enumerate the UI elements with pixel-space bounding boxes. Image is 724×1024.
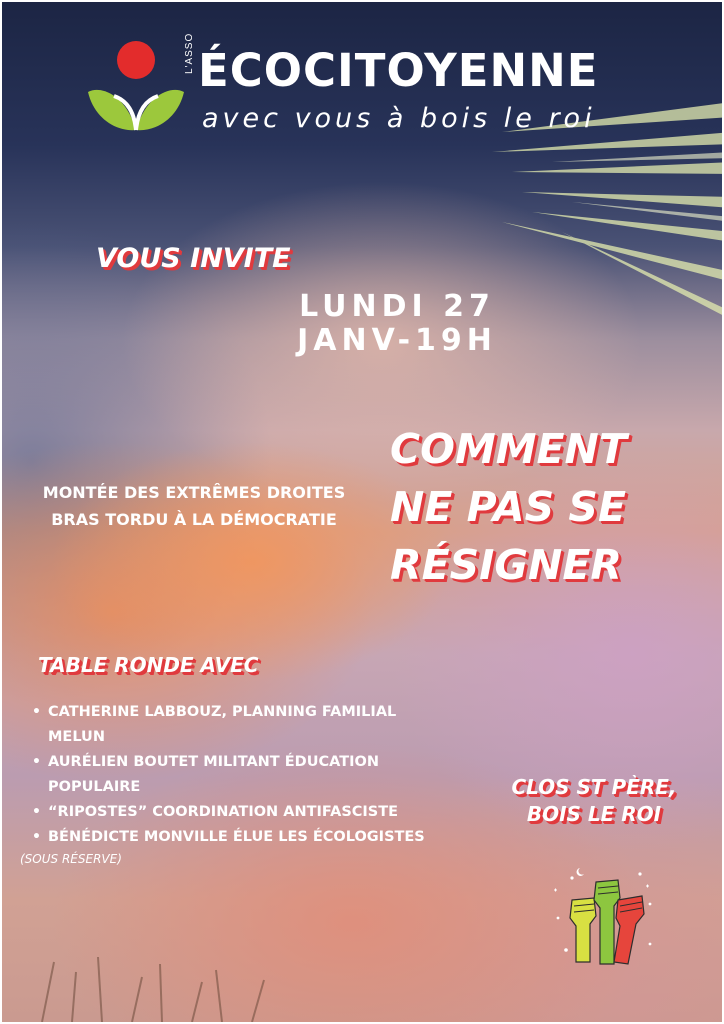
bullet-icon: • bbox=[32, 754, 41, 770]
location-line: BOIS LE ROI bbox=[526, 802, 662, 826]
grass-decoration bbox=[2, 952, 322, 1022]
list-item bbox=[32, 800, 452, 825]
list-item bbox=[32, 825, 452, 850]
guest-list bbox=[32, 700, 452, 850]
invite-heading: VOUS INVITE bbox=[96, 243, 291, 274]
event-location bbox=[484, 774, 704, 828]
bullet-icon: • bbox=[32, 829, 41, 845]
guest-line: BÉNÉDICTE MONVILLE ÉLUE LES ÉCOLOGISTES bbox=[48, 829, 425, 845]
subject-line: MONTÉE DES EXTRÊMES DROITES bbox=[42, 483, 346, 502]
location-line: CLOS ST PÈRE, bbox=[511, 775, 677, 799]
event-date-time: JANV-19H bbox=[297, 323, 497, 358]
headline-line: COMMENT bbox=[390, 425, 627, 473]
guest-line: “RIPOSTES” COORDINATION ANTIFASCISTE bbox=[48, 804, 399, 820]
headline bbox=[390, 420, 720, 594]
guest-line: MELUN bbox=[48, 729, 105, 745]
brand-subtitle: avec vous à bois le roi bbox=[202, 103, 596, 134]
subject-line: BRAS TORDU À LA DÉMOCRATIE bbox=[51, 510, 337, 529]
guest-line: CATHERINE LABBOUZ, PLANNING FAMILIAL bbox=[48, 704, 397, 720]
guest-line: POPULAIRE bbox=[48, 779, 141, 795]
headline-line: RÉSIGNER bbox=[390, 541, 622, 589]
guest-line: AURÉLIEN BOUTET MILITANT ÉDUCATION bbox=[48, 754, 379, 770]
table-ronde-heading: TABLE RONDE AVEC bbox=[38, 653, 259, 677]
list-item bbox=[32, 750, 452, 800]
brand-prefix: L'ASSO bbox=[184, 32, 195, 74]
subject-text bbox=[8, 479, 380, 533]
event-date-day: LUNDI 27 bbox=[299, 289, 495, 324]
brand-title: ÉCOCITOYENNE bbox=[198, 44, 599, 97]
list-item bbox=[32, 700, 452, 750]
reserve-note: (SOUS RÉSERVE) bbox=[20, 852, 122, 866]
poster bbox=[2, 2, 722, 1022]
event-date bbox=[262, 290, 532, 358]
headline-line: NE PAS SE bbox=[390, 483, 626, 531]
ecocitoyenne-logo-icon bbox=[86, 40, 186, 136]
raised-fists-icon bbox=[550, 864, 660, 968]
bullet-icon: • bbox=[32, 704, 41, 720]
bullet-icon: • bbox=[32, 804, 41, 820]
